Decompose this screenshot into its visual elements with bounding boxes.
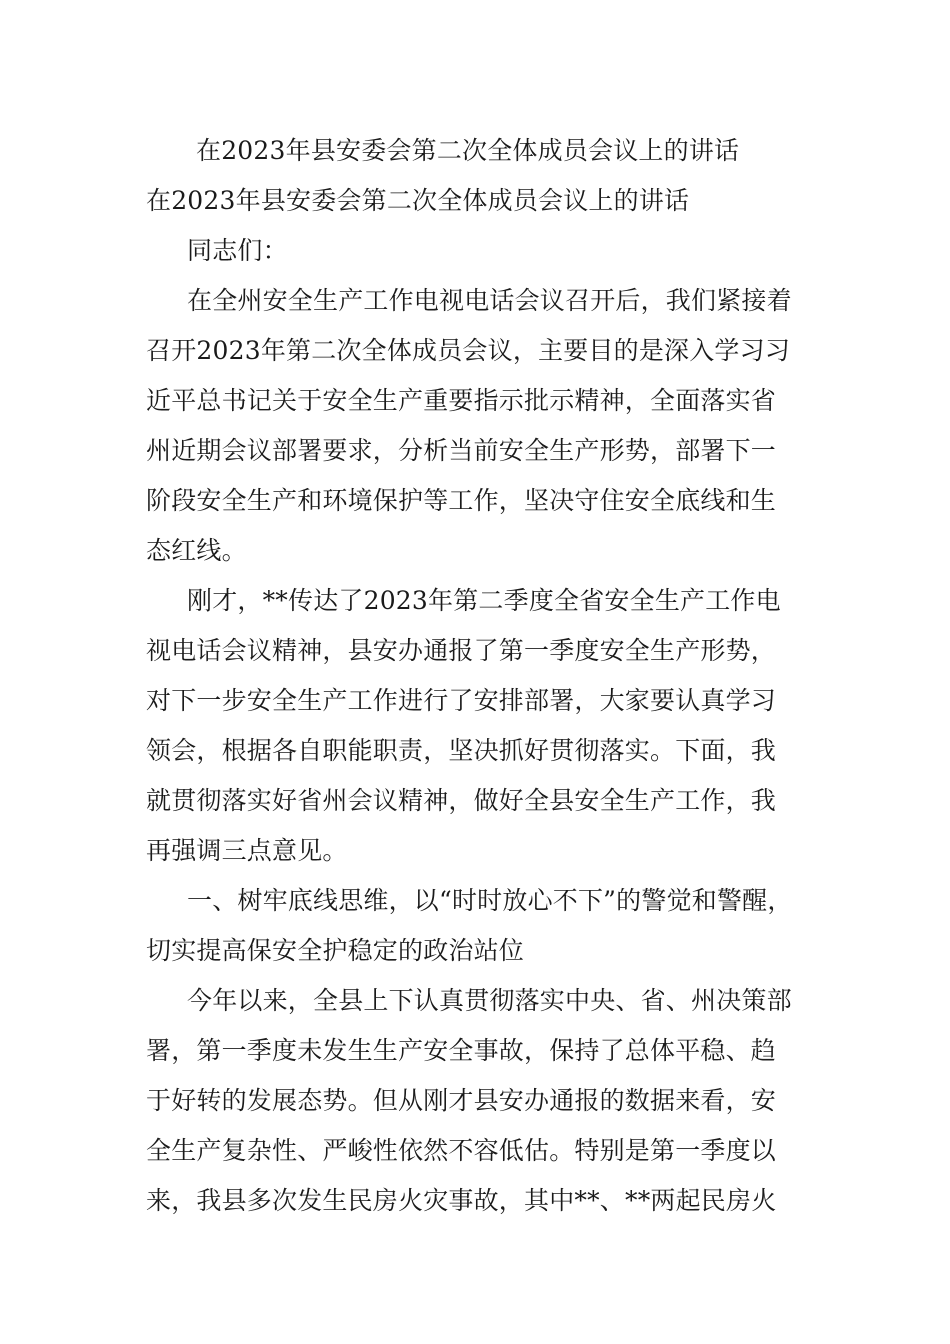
body-line: 对下一步安全生产工作进行了安排部署，大家要认真学习 [146,686,777,715]
body-line: 于好转的发展态势。但从刚才县安办通报的数据来看，安 [146,1086,777,1115]
body-line: 今年以来，全县上下认真贯彻落实中央、省、州决策部 [187,986,792,1015]
body-line: 在全州安全生产工作电视电话会议召开后，我们紧接着 [187,286,792,315]
body-line: 再强调三点意见。 [146,836,348,865]
salutation: 同志们： [187,236,288,265]
body-line: 近平总书记关于安全生产重要指示批示精神，全面落实省 [146,386,777,415]
document-title: 在2023年县安委会第二次全体成员会议上的讲话 [196,136,740,165]
body-line: 领会，根据各自职能职责，坚决抓好贯彻落实。下面，我 [146,736,777,765]
body-line: 阶段安全生产和环境保护等工作，坚决守住安全底线和生 [146,486,777,515]
body-line: 州近期会议部署要求，分析当前安全生产形势，部署下一 [146,436,777,465]
section-heading: 切实提高保安全护稳定的政治站位 [146,936,525,965]
body-line: 刚才，**传达了2023年第二季度全省安全生产工作电 [187,586,781,615]
section-heading: 一、树牢底线思维，以“时时放心不下”的警觉和警醒， [187,886,793,915]
body-line: 视电话会议精神，县安办通报了第一季度安全生产形势， [146,636,777,665]
body-line: 来，我县多次发生民房火灾事故，其中**、**两起民房火 [146,1186,777,1215]
body-line: 全生产复杂性、严峻性依然不容低估。特别是第一季度以 [146,1136,777,1165]
document-subtitle: 在2023年县安委会第二次全体成员会议上的讲话 [146,186,690,215]
body-line: 态红线。 [146,536,247,565]
body-line: 就贯彻落实好省州会议精神，做好全县安全生产工作，我 [146,786,777,815]
body-line: 召开2023年第二次全体成员会议，主要目的是深入学习习 [146,336,791,365]
body-line: 署，第一季度未发生生产安全事故，保持了总体平稳、趋 [146,1036,777,1065]
